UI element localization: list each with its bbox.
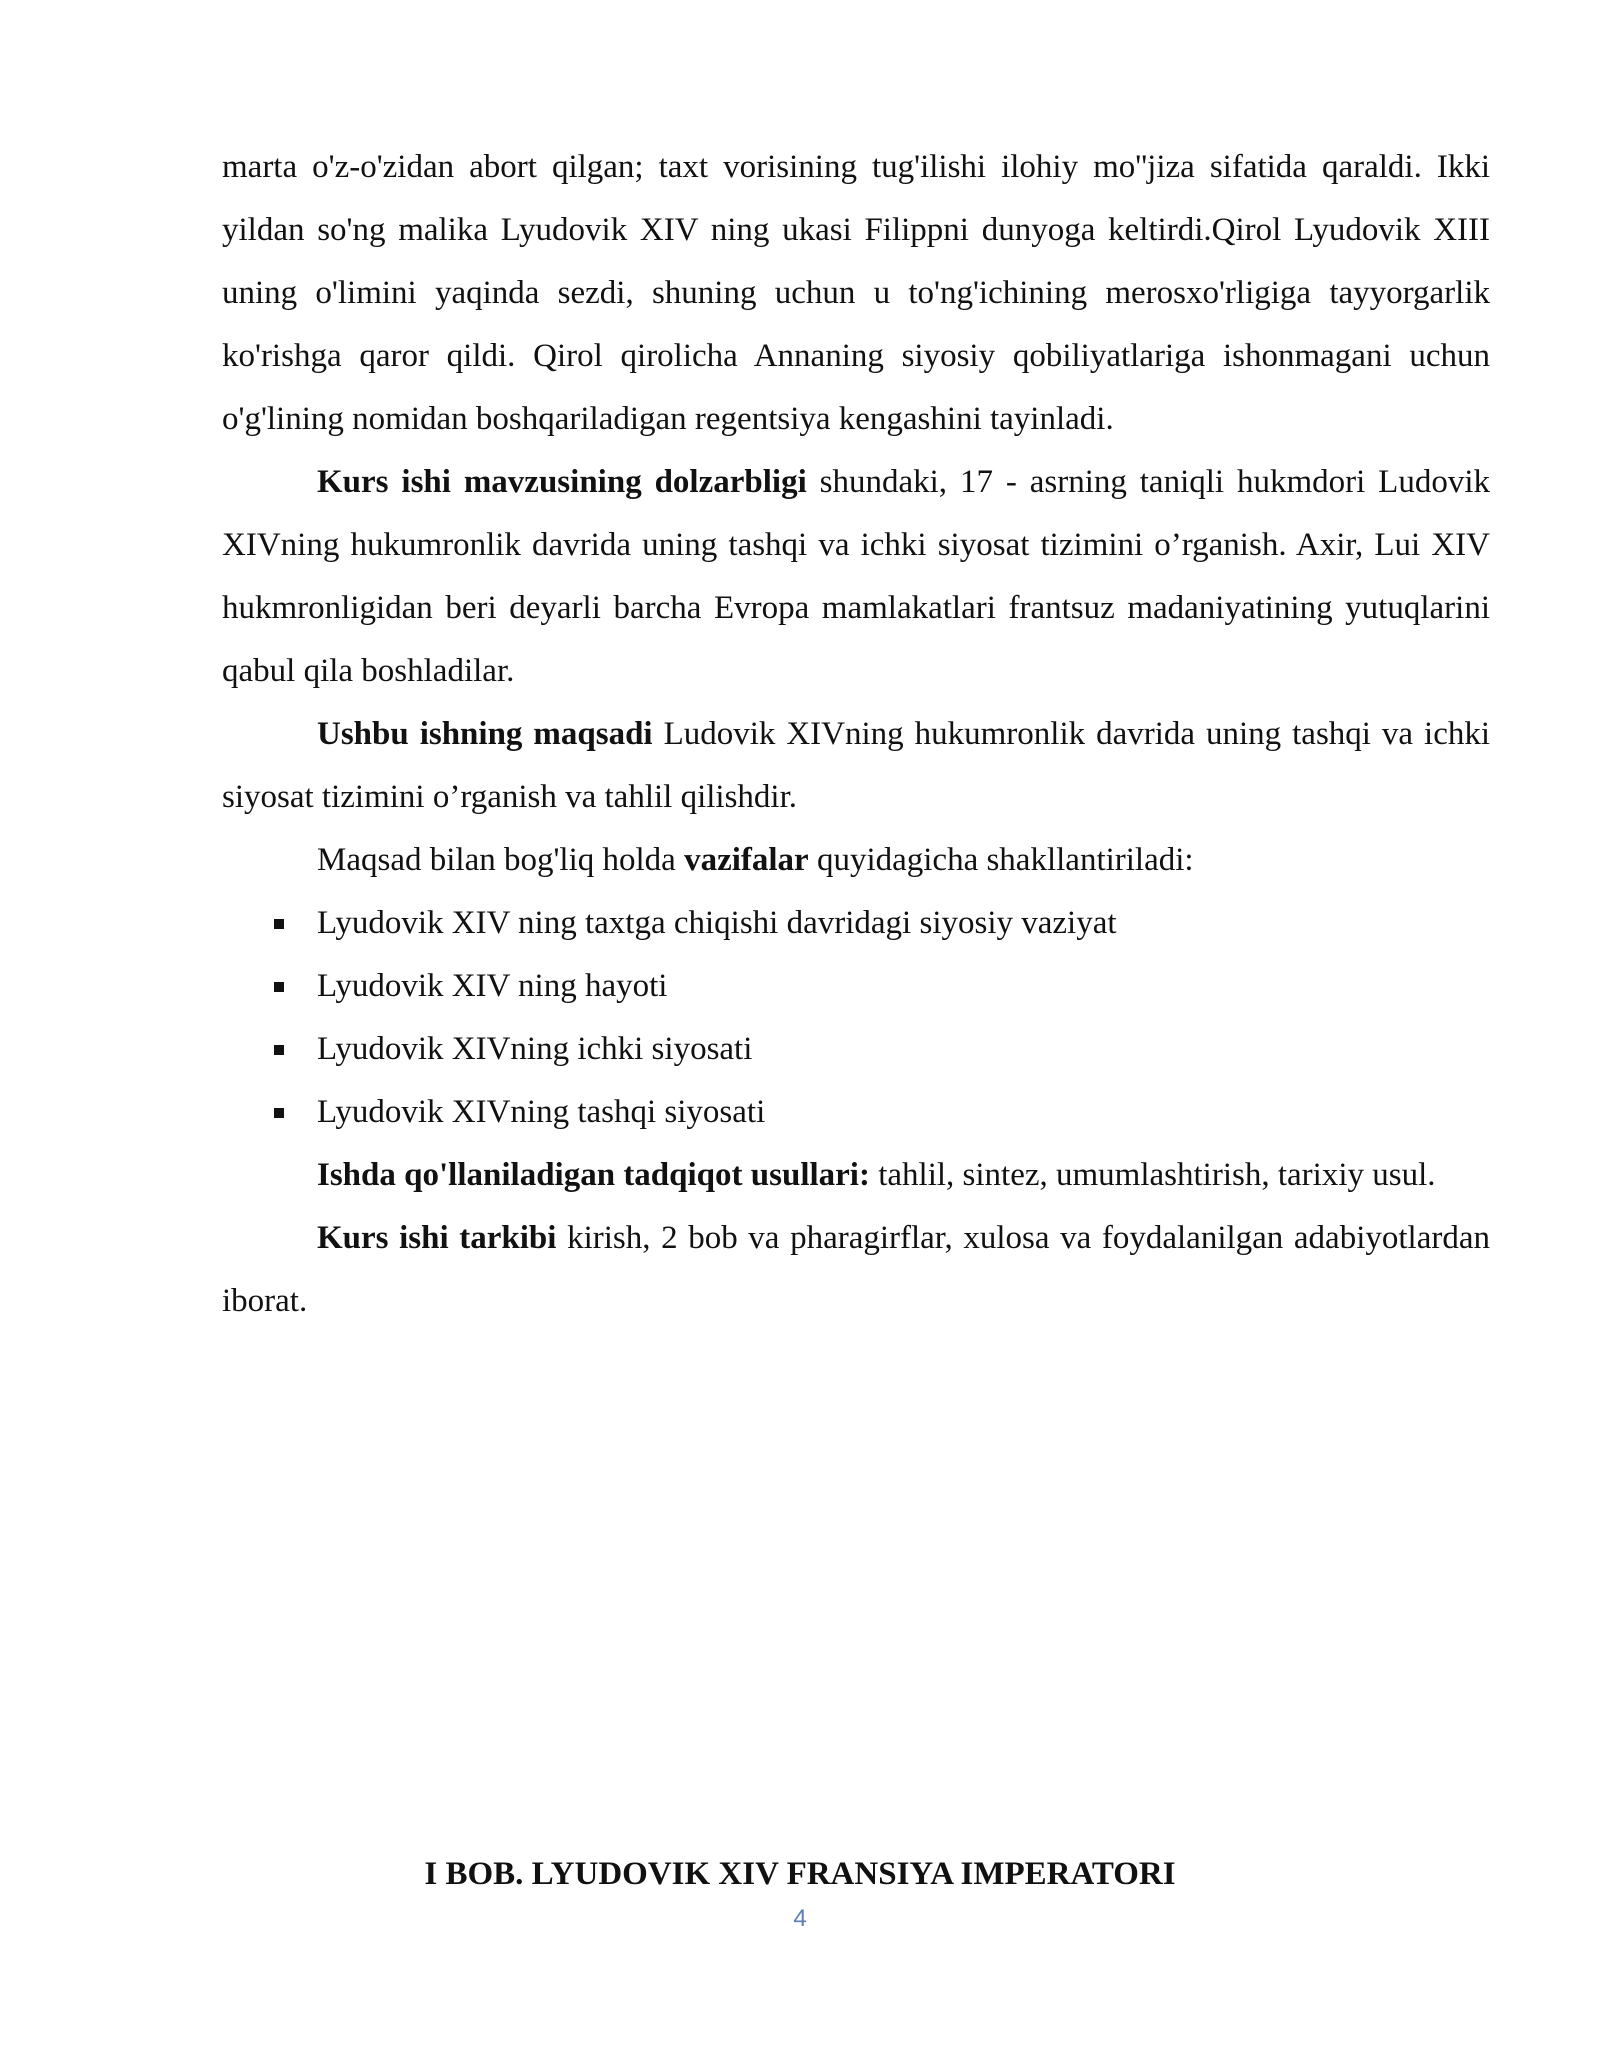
- methods-heading: Ishda qo'llaniladigan tadqiqot usullari:: [317, 1157, 870, 1193]
- relevance-text: shundaki, 17 - asrning taniqli hukmdori Ludovik XIVning hukumronlik davrida uning tashqi va ichki siyosat tizimini o’rganish. Axir, Lui XIV hukmronligidan beri deyarli barcha Evropa mamlakatlari frantsuz madaniyatining yutuqlarini qabul qila boshladilar.: [222, 464, 1490, 689]
- task-text: Lyudovik XIVning ichki siyosati: [317, 1031, 753, 1067]
- goal-heading: Ushbu ishning maqsadi: [317, 716, 653, 752]
- list-item: [222, 892, 1490, 955]
- tasks-intro-after: quyidagicha shakllantiriladi:: [808, 842, 1194, 878]
- continuation-paragraph: marta o'z-o'zidan abort qilgan; taxt vorisining tug'ilishi ilohiy mo''jiza sifatida qaraldi. Ikki yildan so'ng malika Lyudovik XIV ning ukasi Filippni dunyoga keltirdi.Qirol Lyudovik XIII uning o'limini yaqinda sezdi, shuning uchun u to'ng'ichining merosxo'rligiga tayyorgarlik ko'rishga qaror qildi. Qirol qirolicha Annaning siyosiy qobiliyatlariga ishonmagani uchun o'g'lining nomidan boshqariladigan regentsiya kengashini tayinladi.: [222, 149, 1490, 437]
- square-bullet-icon: [274, 1108, 284, 1118]
- square-bullet-icon: [274, 1045, 284, 1055]
- task-text: Lyudovik XIV ning hayoti: [317, 968, 668, 1004]
- list-item: [222, 1081, 1490, 1144]
- structure-text: kirish, 2 bob va pharagirflar, xulosa va foydalanilgan adabiyotlardan iborat.: [222, 1220, 1490, 1319]
- square-bullet-icon: [274, 919, 284, 929]
- task-text: Lyudovik XIV ning taxtga chiqishi davridagi siyosiy vaziyat: [317, 905, 1117, 941]
- methods-paragraph: [222, 1144, 1490, 1207]
- tasks-intro-bold: vazifalar: [684, 842, 809, 878]
- square-bullet-icon: [274, 982, 284, 992]
- chapter-heading: I BOB. LYUDOVIK XIV FRANSIYA IMPERATORI: [424, 1856, 1176, 1892]
- list-item: [222, 955, 1490, 1018]
- goal-text: Ludovik XIVning hukumronlik davrida uning tashqi va ichki siyosat tizimini o’rganish va tahlil qilishdir.: [222, 716, 1491, 815]
- relevance-paragraph: [222, 451, 1490, 703]
- methods-text: tahlil, sintez, umumlashtirish, tarixiy usul.: [869, 1157, 1436, 1193]
- task-text: Lyudovik XIVning tashqi siyosati: [317, 1094, 766, 1130]
- list-item: [222, 1018, 1490, 1081]
- goal-paragraph: [222, 703, 1490, 829]
- page-body: [222, 136, 1490, 1333]
- tasks-intro-before: Maqsad bilan bog'liq holda: [317, 842, 685, 878]
- structure-paragraph: [222, 1207, 1490, 1333]
- page-number: 4: [793, 1905, 807, 1932]
- structure-heading: Kurs ishi tarkibi: [317, 1220, 557, 1256]
- tasks-list: [222, 892, 1490, 1144]
- relevance-heading: Kurs ishi mavzusining dolzarbligi: [317, 464, 807, 500]
- tasks-intro-paragraph: [222, 829, 1490, 892]
